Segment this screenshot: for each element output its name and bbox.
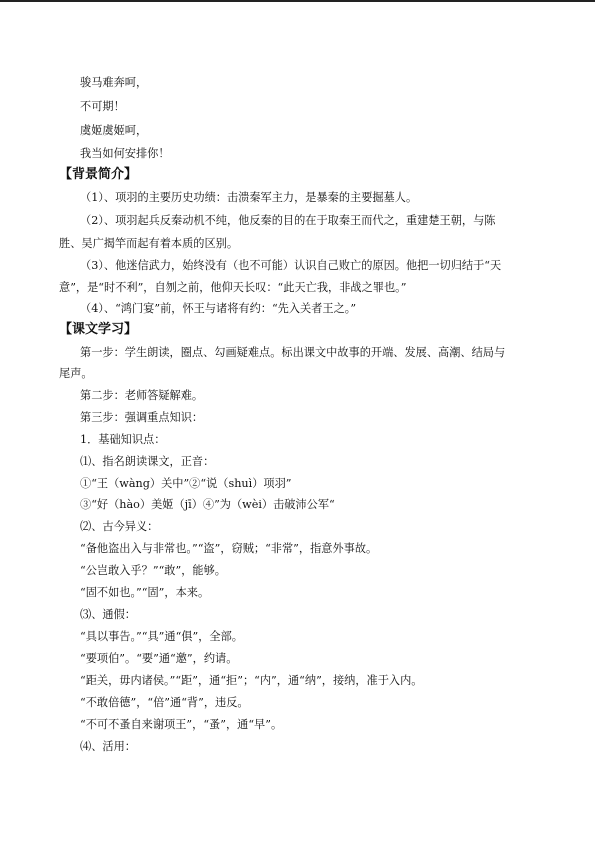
study-line-12: “固不如也。”“固”，本来。 [80, 586, 210, 599]
poem-line-4: 我当如何安排你！ [80, 147, 170, 160]
study-line-9: ⑵、古今异义： [80, 520, 159, 533]
background-item-1: （1）、项羽的主要历史功绩：击溃秦军主力，是暴秦的主要掘墓人。 [80, 191, 418, 204]
study-line-18: “不可不蚤自来谢项王”，“蚤”，通“早”。 [80, 718, 283, 731]
background-heading: 【背景简介】 [59, 167, 138, 182]
study-line-4: 第三步：强调重点知识： [80, 411, 204, 424]
background-item-3: （3）、他迷信武力，始终没有（也不可能）认识自己败亡的原因。他把一切归结于“天 [80, 259, 502, 272]
background-item-4: （4）、“鸿门宴”前，怀王与诸将有约：“先入关者王之。” [80, 302, 357, 315]
study-line-19: ⑷、活用： [80, 740, 136, 753]
background-item-2-cont: 胜、吴广揭竿而起有着本质的区别。 [59, 237, 239, 250]
study-line-2: 尾声。 [59, 367, 93, 380]
study-line-16: “距关，毋内诸侯。”“距”，通“拒”；“内”，通“纳”，接纳，准于入内。 [80, 674, 423, 687]
study-line-13: ⑶、通假： [80, 608, 136, 621]
study-line-3: 第二步：老师答疑解难。 [80, 389, 204, 402]
poem-line-3: 虞姬虞姬呵， [80, 124, 148, 137]
study-heading: 【课文学习】 [59, 322, 138, 337]
background-item-3-cont: 意”，是“时不利”，自刎之前，他仰天长叹：“此天亡我，非战之罪也。” [59, 281, 407, 294]
study-line-5: 1．基础知识点： [80, 433, 166, 446]
background-item-2: （2）、项羽起兵反秦动机不纯，他反秦的目的在于取秦王而代之，重建楚王朝，与陈 [80, 214, 496, 227]
study-line-6: ⑴、指名朗读课文，正音： [80, 455, 215, 468]
poem-line-2: 不可期！ [80, 100, 125, 113]
study-line-8: ③“好（hào）美姬（jī）④”为（wèi）击破沛公军“ [80, 498, 335, 511]
study-line-1: 第一步：学生朗读，圈点、勾画疑难点。标出课文中故事的开端、发展、高潮、结局与 [80, 346, 506, 359]
study-line-15: “要项伯”。“要”通“邀”，约请。 [80, 652, 238, 665]
study-line-10: “备他盗出入与非常也。”“盗”，窃贼；“非常”，指意外事故。 [80, 542, 378, 555]
study-line-14: “具以事告。”“具”通“俱”，全部。 [80, 630, 243, 643]
study-line-17: “不敢倍德”，“倍”通“背”，违反。 [80, 696, 249, 709]
study-line-7: ①“王（wàng）关中”②“说（shuì）项羽” [80, 477, 292, 490]
poem-line-1: 骏马难奔呵， [80, 76, 148, 89]
study-line-11: “公岂敢入乎？”“敢”，能够。 [80, 564, 226, 577]
page-top-border [0, 0, 595, 2]
